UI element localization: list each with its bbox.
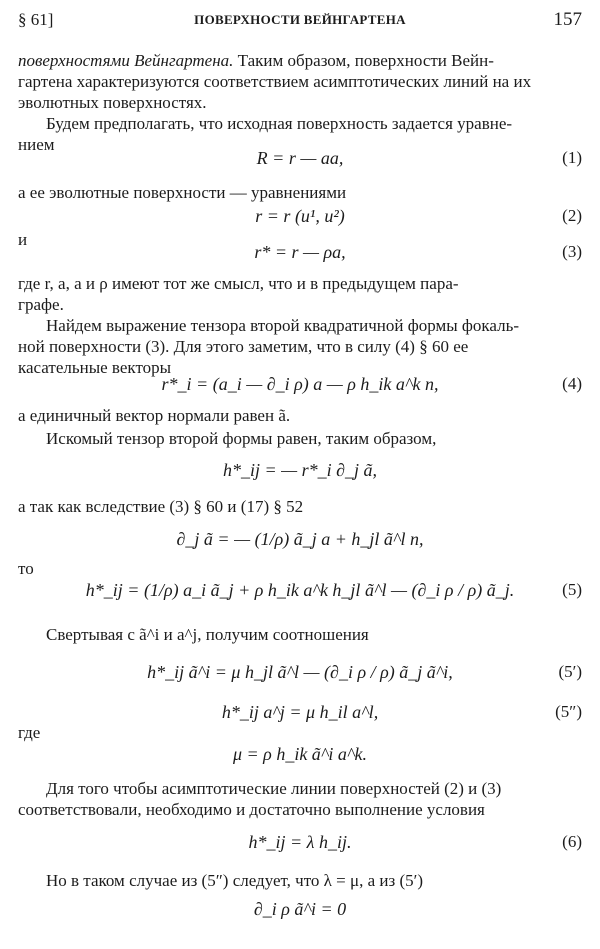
equation-5p-text: h*_ij ã^i = μ h_jl ã^l — (∂_i ρ / ρ) ã_j ã^i, (147, 662, 453, 682)
p10-line1: Для того чтобы асимптотические линии поверхностей (2) и (3) (46, 779, 502, 798)
equation-1-text: R = r — aa, (256, 148, 344, 168)
p8: а так как вследствие (3) § 60 и (17) § 52 (18, 497, 304, 516)
equation-5p (0, 660, 600, 684)
equation-last (0, 897, 600, 921)
equation-5pp (0, 700, 600, 724)
equation-3 (0, 240, 600, 264)
and-word: и (18, 230, 28, 249)
p6: а единичный вектор нормали равен ã. (18, 406, 291, 425)
equation-3-number: (3) (562, 242, 582, 261)
equation-h-text: h*_ij = — r*_i ∂_j ã, (222, 460, 378, 480)
p5-line1: Найдем выражение тензора второй квадратичной формы фокаль- (46, 316, 519, 335)
equation-3-text: r* = r — ρa, (254, 242, 346, 262)
p9: Свертывая с ã^i и a^j, получим соотношения (46, 625, 369, 644)
p1-line1-rest: Таким образом, поверхности Вейн- (233, 51, 494, 70)
p1-line2: гартена характеризуются соответствием асимптотических линий на их (18, 72, 532, 91)
equation-4-text: r*_i = (a_i — ∂_i ρ) a — ρ h_ik a^k n, (161, 374, 439, 394)
equation-4-number: (4) (562, 374, 582, 393)
equation-d-text: ∂_j ã = — (1/ρ) ã_j a + h_jl ã^l n, (176, 529, 424, 549)
term-italic: поверхностями Вейнгартена. (18, 51, 234, 70)
equation-d (0, 527, 600, 551)
equation-mu-text: μ = ρ h_ik ã^i a^k. (233, 744, 367, 764)
equation-2-number: (2) (562, 206, 582, 225)
equation-6 (0, 830, 600, 854)
to-word: то (18, 559, 34, 578)
p5-line3: касательные векторы (18, 358, 172, 377)
p2-line2: нием (18, 135, 55, 154)
section-ref: § 61] (18, 10, 54, 29)
p10-line2: соответствовали, необходимо и достаточно выполнение условия (18, 800, 485, 819)
p4-line1: где r, a, a и ρ имеют тот же смысл, что и в предыдущем пара- (18, 274, 459, 293)
p4-line2: графе. (18, 295, 64, 314)
p2-line1: Будем предполагать, что исходная поверхность задается уравне- (46, 114, 513, 133)
p1-line3: эволютных поверхностях. (18, 93, 207, 112)
equation-5-text: h*_ij = (1/ρ) a_i ã_j + ρ h_ik a^k h_jl ã^l — (∂_i ρ / ρ) ã_j. (85, 580, 515, 600)
equation-4 (0, 372, 600, 396)
p3: а ее эволютные поверхности — уравнениями (18, 183, 347, 202)
equation-1-number: (1) (562, 148, 582, 167)
equation-5 (0, 578, 600, 602)
where-word: где (18, 723, 41, 742)
p1-line1 (18, 50, 582, 71)
equation-5pp-text: h*_ij a^j = μ h_il a^l, (221, 702, 379, 722)
page-number: 157 (553, 9, 582, 30)
equation-2 (0, 204, 600, 228)
equation-last-text: ∂_i ρ ã^i = 0 (253, 899, 347, 919)
p5-line2: ной поверхности (3). Для этого заметим, что в силу (4) § 60 ее (18, 337, 469, 356)
equation-mu (0, 742, 600, 766)
equation-h (0, 458, 600, 482)
p7: Искомый тензор второй формы равен, таким образом, (46, 429, 437, 448)
equation-2-text: r = r (u¹, u²) (255, 206, 345, 226)
running-title: ПОВЕРХНОСТИ ВЕЙНГАРТЕНА (194, 12, 406, 27)
equation-5p-number: (5′) (558, 662, 582, 681)
equation-6-number: (6) (562, 832, 582, 851)
p11: Но в таком случае из (5″) следует, что λ = μ, а из (5′) (46, 871, 424, 890)
equation-1 (0, 146, 600, 170)
equation-5-number: (5) (562, 580, 582, 599)
equation-5pp-number: (5″) (555, 702, 582, 721)
equation-6-text: h*_ij = λ h_ij. (248, 832, 352, 852)
